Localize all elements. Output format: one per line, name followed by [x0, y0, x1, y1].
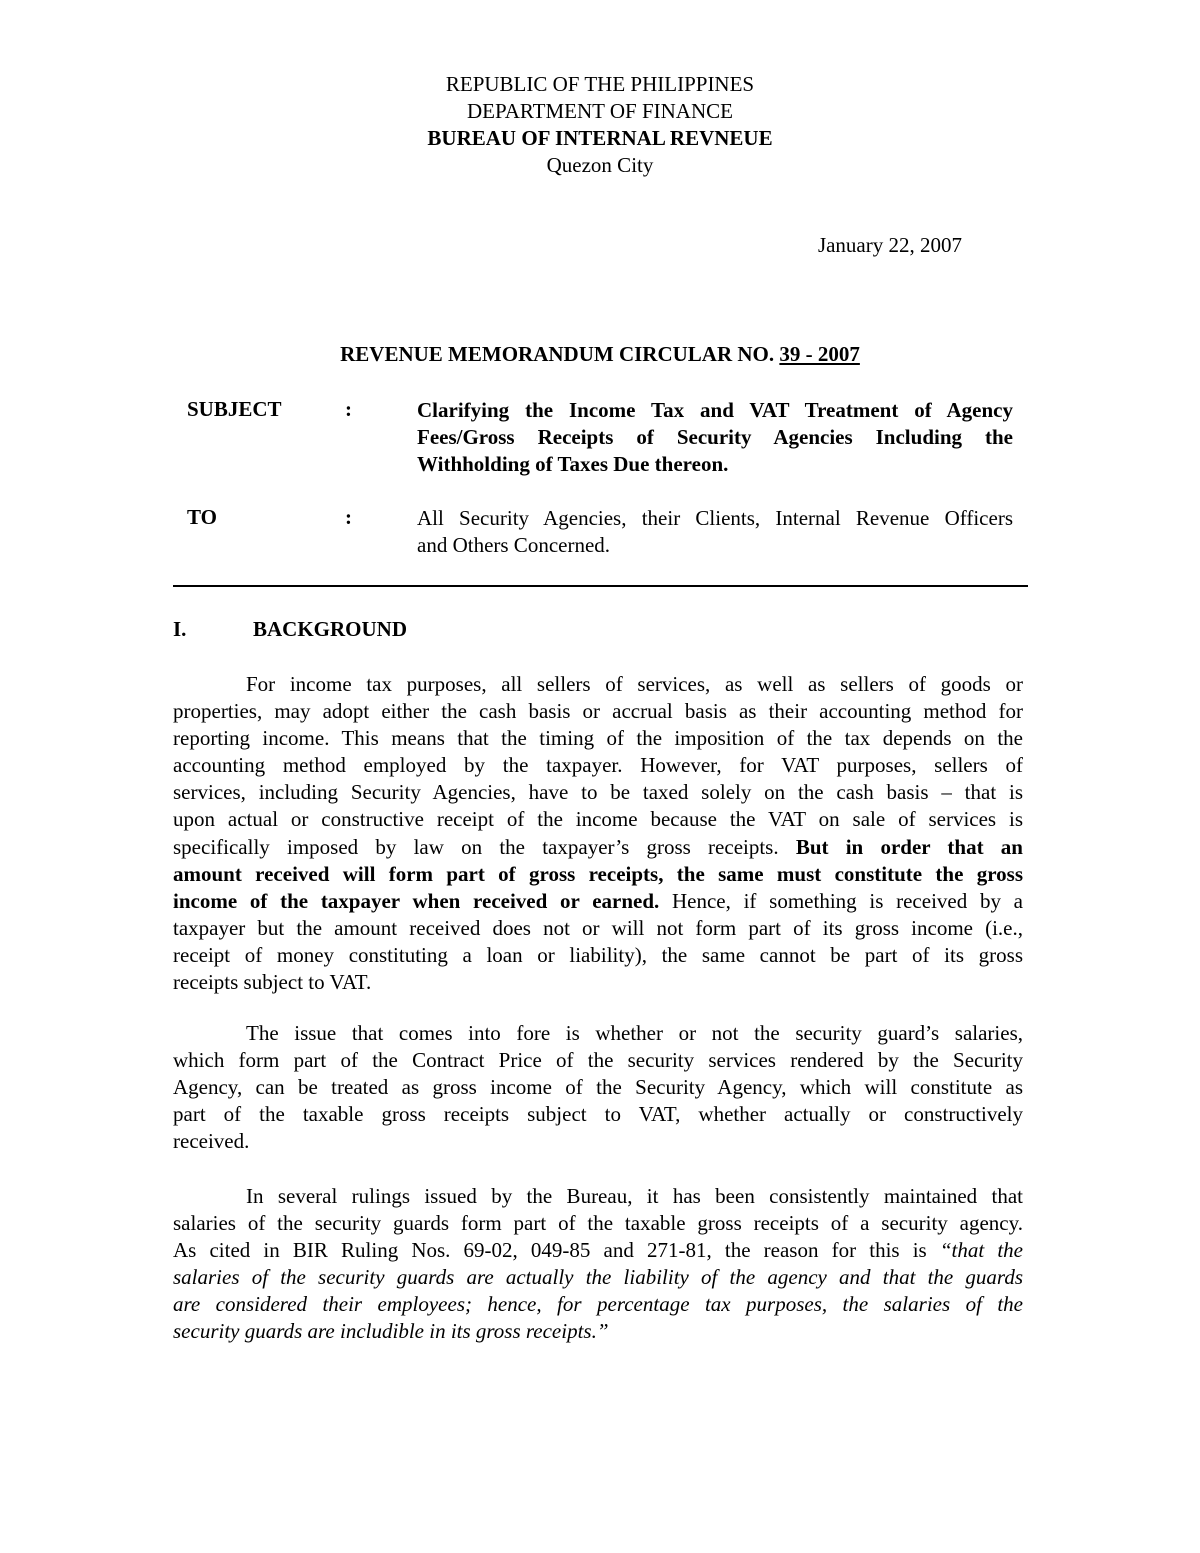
letterhead-republic: REPUBLIC OF THE PHILIPPINES [445, 72, 755, 96]
text-line: reporting income. This means that the timing of the imposition of the tax depends on the [173, 726, 1023, 751]
text-line: upon actual or constructive receipt of the income because the VAT on sale of services is [173, 807, 1023, 832]
letterhead-bureau: BUREAU OF INTERNAL REVNEUE [427, 126, 773, 150]
circular-prefix: REVENUE MEMORANDUM CIRCULAR NO. [340, 342, 780, 366]
subject-line: Withholding of Taxes Due thereon. [417, 452, 729, 476]
letterhead-city: Quezon City [546, 153, 654, 177]
text-line [173, 888, 1023, 915]
text-line: salaries of the security guards are actually the liability of the agency and that the guards [173, 1265, 1023, 1290]
text-line: In several rulings issued by the Bureau, it has been consistently maintained that [246, 1184, 1023, 1208]
text-line: amount received will form part of gross receipts, the same must constitute the gross [173, 861, 1023, 886]
text-line: services, including Security Agencies, have to be taxed solely on the cash basis – that is [173, 780, 1023, 805]
section-title: BACKGROUND [253, 617, 408, 641]
letterhead [0, 71, 1200, 179]
section-number: I. [173, 617, 187, 641]
to-line: and Others Concerned. [417, 533, 611, 557]
text-line: properties, may adopt either the cash basis or accrual basis as their accounting method for [173, 699, 1023, 724]
text-line: salaries of the security guards form part of the taxable gross receipts of a security agency. [173, 1211, 1023, 1236]
text-line [173, 1237, 1023, 1264]
text-line: security guards are includible in its gross receipts.” [173, 1319, 609, 1344]
subject-label: SUBJECT [187, 397, 282, 421]
text-line: Agency, can be treated as gross income of the Security Agency, which will constitute as [173, 1075, 1023, 1100]
subject-text [417, 397, 1013, 478]
subject-line: Fees/Gross Receipts of Security Agencies Including the [417, 425, 1013, 449]
paragraph-3 [173, 1183, 1023, 1346]
subject-colon: : [345, 397, 352, 421]
text-line: part of the taxable gross receipts subject to VAT, whether actually or constructively [173, 1102, 1023, 1127]
text-line [173, 834, 1023, 861]
text-line: which form part of the Contract Price of the security services rendered by the Security [173, 1048, 1023, 1073]
text-line: are considered their employees; hence, for percentage tax purposes, the salaries of the [173, 1292, 1023, 1317]
letterhead-department: DEPARTMENT OF FINANCE [467, 99, 733, 123]
text-line: receipt of money constituting a loan or liability), the same cannot be part of its gross [173, 942, 1023, 967]
circular-number: 39 - 2007 [779, 342, 860, 366]
bold-text-run: income of the taxpayer when received or earned. [173, 888, 660, 913]
document-date: January 22, 2007 [817, 233, 962, 257]
text-run: specifically imposed by law on the taxpayer’s gross receipts. [173, 834, 796, 859]
italic-text-run: “that the [939, 1238, 1023, 1263]
paragraph-1 [173, 671, 1023, 996]
text-line: accounting method employed by the taxpayer. However, for VAT purposes, sellers of [173, 753, 1023, 778]
subject-line: Clarifying the Income Tax and VAT Treatment of Agency [417, 398, 1013, 422]
text-line: received. [173, 1129, 250, 1154]
text-line: taxpayer but the amount received does not or will not form part of its gross income (i.e., [173, 915, 1023, 940]
text-line: For income tax purposes, all sellers of services, as well as sellers of goods or [246, 672, 1023, 696]
to-line: All Security Agencies, their Clients, Internal Revenue Officers [417, 506, 1013, 530]
bold-text-run: But in order that an [795, 834, 1023, 859]
text-run: As cited in BIR Ruling Nos. 69-02, 049-85 and 271-81, the reason for this is [173, 1238, 940, 1263]
text-line: The issue that comes into fore is whether or not the security guard’s salaries, [246, 1021, 1023, 1045]
to-label: TO [187, 505, 217, 529]
to-text [417, 505, 1013, 559]
text-line: receipts subject to VAT. [173, 970, 372, 995]
to-colon: : [345, 505, 352, 529]
horizontal-divider [173, 585, 1028, 587]
text-run: Hence, if something is received by a [659, 888, 1023, 913]
paragraph-2 [173, 1020, 1023, 1155]
circular-title [0, 342, 1200, 367]
